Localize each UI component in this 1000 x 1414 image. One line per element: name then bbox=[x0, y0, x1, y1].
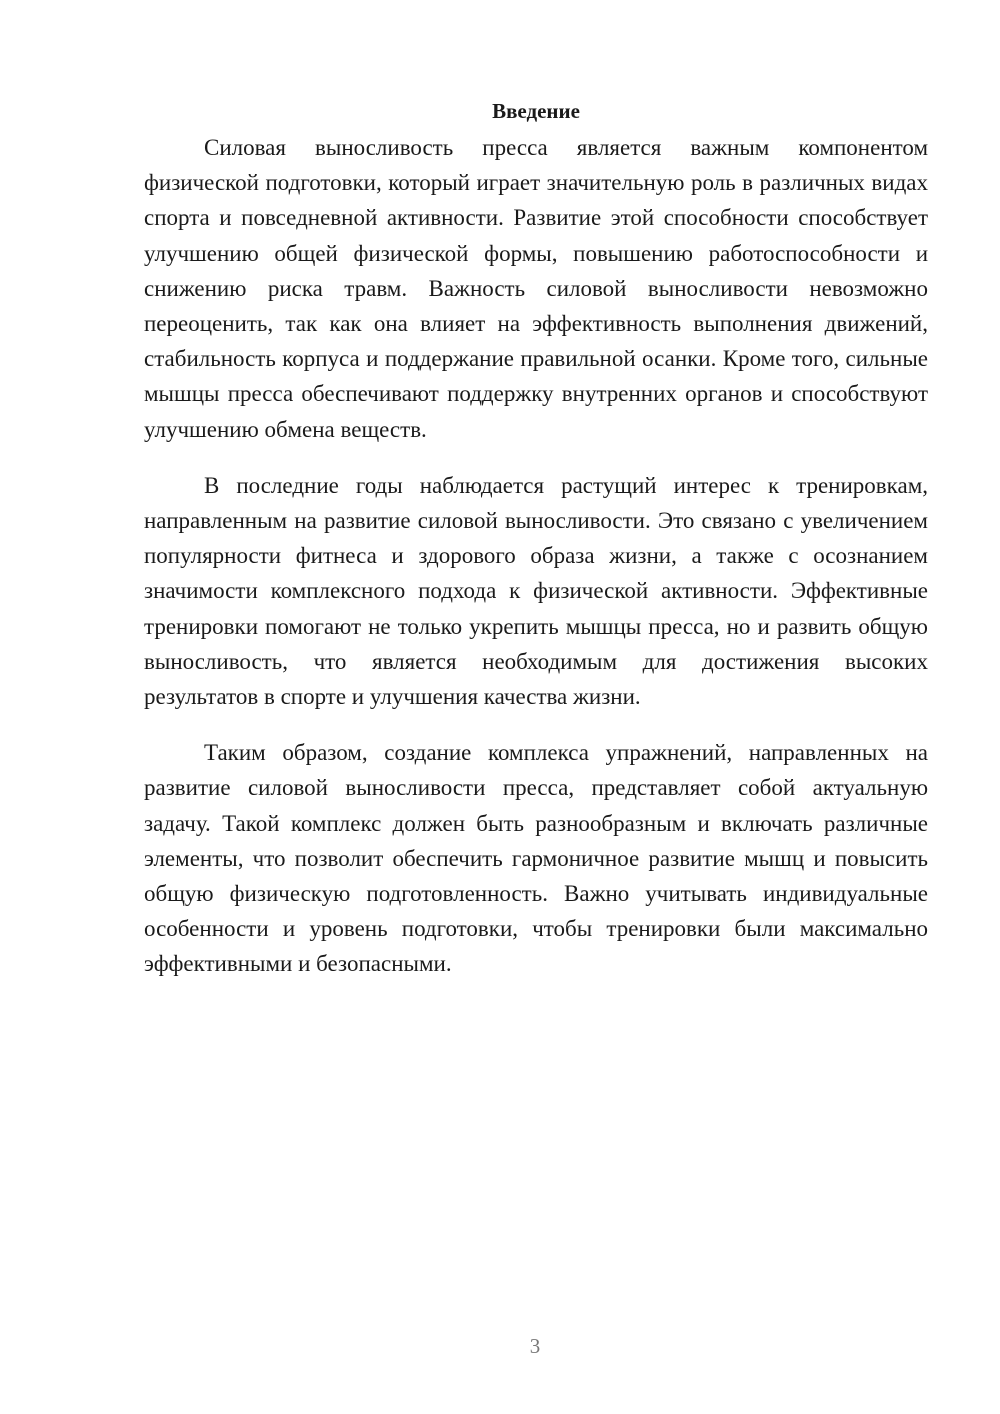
paragraph-3: Таким образом, создание комплекса упражнений, направленных на развитие силовой выносливости пресса, представляет собой актуальную задачу. Такой комплекс должен быть разнообразным и включать различные элементы, что позволит обеспечить гармоничное развитие мышц и повысить общую физическую подготовленность. Важно учитывать индивидуальные особенности и уровень подготовки, чтобы тренировки были максимально эффективными и безопасными. bbox=[144, 740, 928, 977]
paragraph-1: Силовая выносливость пресса является важным компонентом физической подготовки, который играет значительную роль в различных видах спорта и повседневной активности. Развитие этой способности способствует улучшению общей физической формы, повышению работоспособности и снижению риска травм. Важность силовой выносливости невозможно переоценить, так как она влияет на эффективность выполнения движений, стабильность корпуса и поддержание правильной осанки. Кроме того, сильные мышцы пресса обеспечивают поддержку внутренних органов и способствуют улучшению обмена веществ. bbox=[144, 135, 928, 442]
section-heading: Введение bbox=[492, 99, 580, 123]
paragraph-2: В последние годы наблюдается растущий интерес к тренировкам, направленным на развитие силовой выносливости. Это связано с увеличением популярности фитнеса и здорового образа жизни, а также с осознанием значимости комплексного подхода к физической активности. Эффективные тренировки помогают не только укрепить мышцы пресса, но и развить общую выносливость, что является необходимым для достижения высоких результатов в спорте и улучшения качества жизни. bbox=[144, 472, 928, 710]
page-number: 3 bbox=[529, 1334, 541, 1358]
page-content bbox=[144, 96, 928, 1003]
